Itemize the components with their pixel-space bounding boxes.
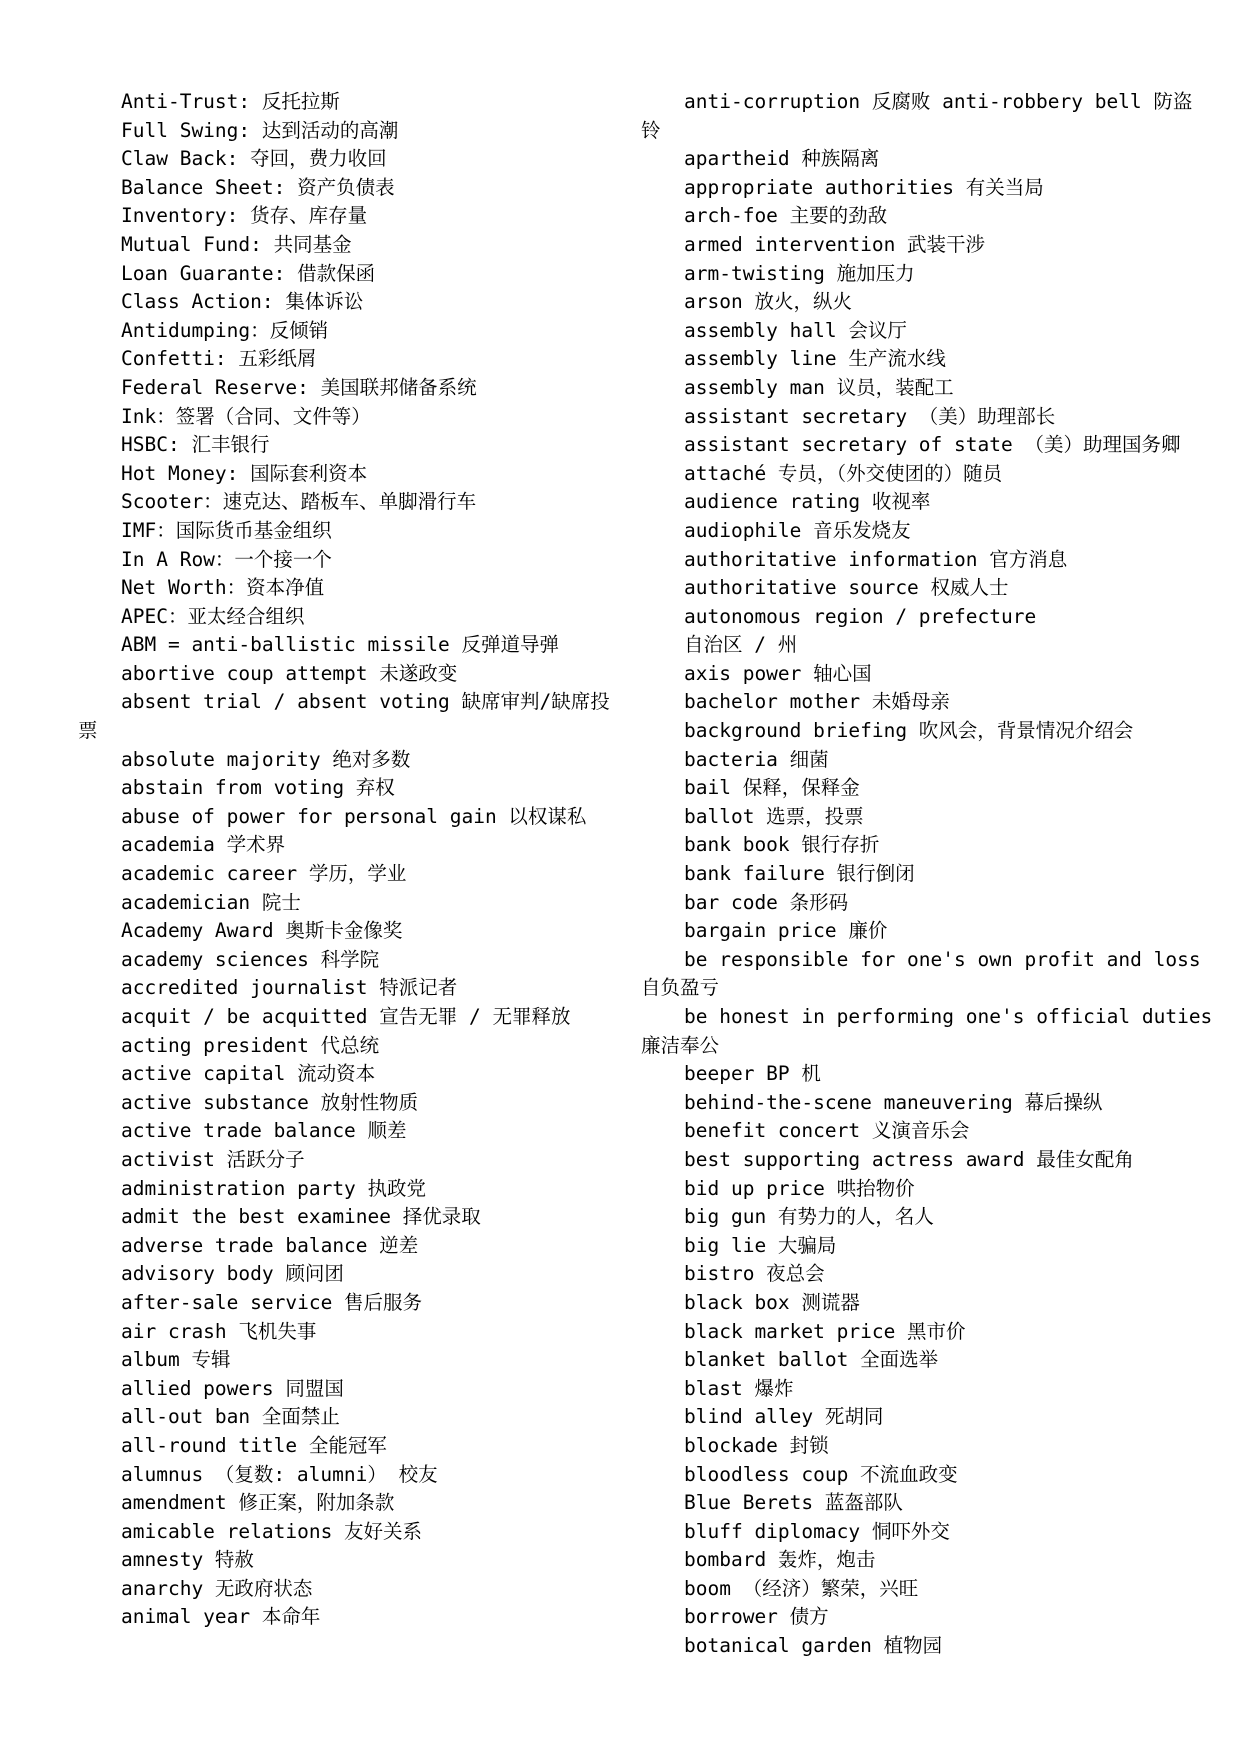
glossary-entry: acquit / be acquitted 宣告无罪 / 无罪释放 xyxy=(121,1005,571,1028)
glossary-entry: accredited journalist 特派记者 xyxy=(121,976,458,1000)
glossary-entry: bachelor mother 未婚母亲 xyxy=(684,690,950,714)
glossary-entry: advisory body 顾问团 xyxy=(121,1262,344,1286)
glossary-entry: attaché 专员，（外交使团的）随员 xyxy=(684,461,1003,485)
glossary-entry: Hot Money: 国际套利资本 xyxy=(121,461,368,485)
glossary-entry: HSBC: 汇丰银行 xyxy=(121,433,270,457)
glossary-entry: audience rating 收视率 xyxy=(684,490,931,514)
glossary-entry: apartheid 种族隔离 xyxy=(684,147,880,171)
glossary-entry: bar code 条形码 xyxy=(684,890,849,914)
glossary-entry: botanical garden 植物园 xyxy=(684,1634,943,1658)
glossary-entry: IMF：国际货币基金组织 xyxy=(121,518,332,542)
glossary-entry: active trade balance 顺差 xyxy=(121,1119,407,1143)
glossary-entry: bargain price 廉价 xyxy=(684,919,888,943)
glossary-entry: alumnus （复数: alumni） 校友 xyxy=(121,1462,438,1486)
glossary-entry: academic career 学历，学业 xyxy=(121,862,407,886)
glossary-entry: Class Action: 集体诉讼 xyxy=(121,290,364,314)
left-column xyxy=(78,88,618,1632)
glossary-entry-continuation: 铃 xyxy=(641,118,661,142)
glossary-entry: absolute majority 绝对多数 xyxy=(121,747,411,771)
glossary-entry: be honest in performing one's official duties xyxy=(684,1005,1213,1028)
glossary-entry: bank book 银行存折 xyxy=(684,833,880,857)
glossary-entry: Balance Sheet: 资产负债表 xyxy=(121,175,395,199)
glossary-entry: In A Row：一个接一个 xyxy=(121,547,332,571)
glossary-entry: album 专辑 xyxy=(121,1348,231,1372)
glossary-entry: borrower 债方 xyxy=(684,1605,829,1629)
glossary-entry: APEC：亚太经合组织 xyxy=(121,604,305,628)
glossary-entry: arch-foe 主要的劲敌 xyxy=(684,204,888,228)
glossary-entry: after-sale service 售后服务 xyxy=(121,1290,423,1314)
glossary-entry: audiophile 音乐发烧友 xyxy=(684,518,911,542)
glossary-entry: assembly hall 会议厅 xyxy=(684,318,907,342)
glossary-entry: active capital 流动资本 xyxy=(121,1062,376,1086)
glossary-entry: Blue Berets 蓝盔部队 xyxy=(684,1491,903,1515)
glossary-entry: abuse of power for personal gain 以权谋私 xyxy=(121,804,587,828)
glossary-entry: Net Worth：资本净值 xyxy=(121,576,325,600)
right-column xyxy=(641,88,1213,1661)
glossary-entry: bombard 轰炸，炮击 xyxy=(684,1548,876,1572)
glossary-entry: bistro 夜总会 xyxy=(684,1262,825,1286)
glossary-entry-continuation: 自负盈亏 xyxy=(641,976,720,1000)
glossary-entry: amicable relations 友好关系 xyxy=(121,1519,423,1543)
glossary-entry: bank failure 银行倒闭 xyxy=(684,862,915,886)
glossary-entry: acting president 代总统 xyxy=(121,1033,380,1057)
glossary-entry: Claw Back: 夺回，费力收回 xyxy=(121,147,387,171)
glossary-entry: Scooter：速克达、踏板车、单脚滑行车 xyxy=(121,490,477,514)
glossary-entry: Anti-Trust: 反托拉斯 xyxy=(121,90,340,113)
glossary-entry: ballot 选票，投票 xyxy=(684,804,864,828)
glossary-entry: academia 学术界 xyxy=(121,833,286,857)
glossary-entry: Academy Award 奥斯卡金像奖 xyxy=(121,919,403,943)
glossary-entry: armed intervention 武装干涉 xyxy=(684,232,986,256)
glossary-entry: assembly man 议员，装配工 xyxy=(684,375,954,399)
glossary-entry: big lie 大骗局 xyxy=(684,1233,837,1257)
glossary-entry: blind alley 死胡同 xyxy=(684,1405,884,1429)
glossary-entry: Antidumping：反倾销 xyxy=(121,318,329,342)
glossary-entry: adverse trade balance 逆差 xyxy=(121,1233,419,1257)
glossary-entry: arson 放火，纵火 xyxy=(684,290,852,314)
glossary-entry: authoritative information 官方消息 xyxy=(684,547,1068,571)
glossary-entry: beeper BP 机 xyxy=(684,1062,821,1086)
glossary-entry-continuation: 票 xyxy=(78,719,98,743)
glossary-entry: black market price 黑市价 xyxy=(684,1319,966,1343)
glossary-entry: bacteria 细菌 xyxy=(684,747,829,771)
glossary-entry: benefit concert 义演音乐会 xyxy=(684,1119,970,1143)
glossary-entry: Confetti: 五彩纸屑 xyxy=(121,347,317,371)
glossary-entry: blockade 封锁 xyxy=(684,1433,829,1457)
glossary-entry: all-round title 全能冠军 xyxy=(121,1433,387,1457)
glossary-entry: abortive coup attempt 未遂政变 xyxy=(121,661,458,685)
glossary-entry: background briefing 吹风会，背景情况介绍会 xyxy=(684,719,1134,743)
glossary-entry: appropriate authorities 有关当局 xyxy=(684,175,1044,199)
glossary-entry: big gun 有势力的人，名人 xyxy=(684,1205,934,1229)
glossary-entry: assistant secretary （美）助理部长 xyxy=(684,404,1056,428)
glossary-entry: admit the best examinee 择优录取 xyxy=(121,1205,481,1229)
glossary-entry: bail 保释，保释金 xyxy=(684,776,860,800)
glossary-entry: Loan Guarante: 借款保函 xyxy=(121,261,376,285)
glossary-entry: bluff diplomacy 恫吓外交 xyxy=(684,1519,950,1543)
glossary-entry: assistant secretary of state （美）助理国务卿 xyxy=(684,433,1181,457)
glossary-entry: axis power 轴心国 xyxy=(684,661,872,685)
glossary-entry: abstain from voting 弃权 xyxy=(121,776,395,800)
glossary-entry: blast 爆炸 xyxy=(684,1376,794,1400)
glossary-entry: Mutual Fund: 共同基金 xyxy=(121,232,352,256)
glossary-entry: ABM = anti-ballistic missile 反弹道导弹 xyxy=(121,633,559,657)
glossary-entry: Federal Reserve: 美国联邦储备系统 xyxy=(121,375,477,399)
glossary-entry: all-out ban 全面禁止 xyxy=(121,1405,340,1429)
glossary-entry: amnesty 特赦 xyxy=(121,1548,254,1572)
glossary-entry: activist 活跃分子 xyxy=(121,1147,305,1171)
glossary-entry: academy sciences 科学院 xyxy=(121,947,380,971)
glossary-entry: best supporting actress award 最佳女配角 xyxy=(684,1147,1134,1171)
glossary-entry: bid up price 哄抬物价 xyxy=(684,1176,915,1200)
glossary-entry: blanket ballot 全面选举 xyxy=(684,1348,939,1372)
glossary-entry: air crash 飞机失事 xyxy=(121,1319,317,1343)
glossary-entry: behind-the-scene maneuvering 幕后操纵 xyxy=(684,1090,1103,1114)
glossary-entry: authoritative source 权威人士 xyxy=(684,576,1009,600)
glossary-entry: black box 测谎器 xyxy=(684,1290,860,1314)
glossary-entry: boom （经济）繁荣，兴旺 xyxy=(684,1576,919,1600)
glossary-entry: active substance 放射性物质 xyxy=(121,1090,419,1114)
glossary-entry: animal year 本命年 xyxy=(121,1605,321,1629)
glossary-entry: academician 院士 xyxy=(121,890,301,914)
glossary-entry: Ink：签署（合同、文件等） xyxy=(121,404,371,428)
glossary-entry: 自治区 / 州 xyxy=(684,633,798,657)
glossary-entry: Full Swing: 达到活动的高潮 xyxy=(121,118,399,142)
glossary-entry: arm-twisting 施加压力 xyxy=(684,261,915,285)
glossary-entry: administration party 执政党 xyxy=(121,1176,427,1200)
glossary-entry: autonomous region / prefecture xyxy=(684,604,1037,628)
glossary-entry-continuation: 廉洁奉公 xyxy=(641,1033,720,1057)
glossary-entry: Inventory: 货存、库存量 xyxy=(121,204,368,228)
glossary-entry: allied powers 同盟国 xyxy=(121,1376,344,1400)
glossary-entry: anti-corruption 反腐败 anti-robbery bell 防盗 xyxy=(684,90,1193,113)
glossary-entry: absent trial / absent voting 缺席审判/缺席投 xyxy=(121,690,610,714)
glossary-entry: bloodless coup 不流血政变 xyxy=(684,1462,958,1486)
glossary-entry: anarchy 无政府状态 xyxy=(121,1576,313,1600)
glossary-entry: be responsible for one's own profit and loss xyxy=(684,947,1201,971)
glossary-entry: assembly line 生产流水线 xyxy=(684,347,946,371)
glossary-entry: amendment 修正案，附加条款 xyxy=(121,1491,395,1515)
